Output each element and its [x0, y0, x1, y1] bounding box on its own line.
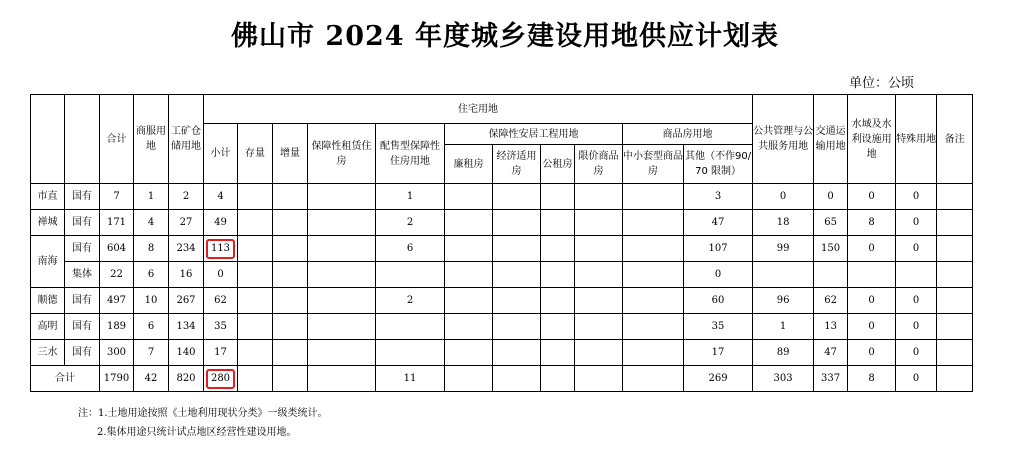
total-cell: 7: [100, 184, 134, 210]
public-mgmt-cell: 0: [753, 184, 814, 210]
price-limited-cell: [575, 236, 623, 262]
public-mgmt-cell: 96: [753, 288, 814, 314]
rental-cell: [308, 340, 376, 366]
stock-total-cell: [238, 366, 273, 392]
table-row: [31, 314, 973, 340]
district-cell: 市直: [31, 184, 65, 210]
industrial-cell: 140: [169, 340, 204, 366]
public-mgmt-cell: [753, 262, 814, 288]
table-row: [31, 340, 973, 366]
header-rental: 保障性租赁住房: [308, 124, 376, 184]
district-cell: 顺德: [31, 288, 65, 314]
industrial-cell: 134: [169, 314, 204, 340]
increment-total-cell: [273, 366, 308, 392]
increment-cell: [273, 184, 308, 210]
header-ownership: [65, 95, 100, 184]
commercial-total-cell: 42: [134, 366, 169, 392]
water-cell: 0: [848, 288, 896, 314]
table-row: [31, 262, 973, 288]
public-mgmt-total-cell: 303: [753, 366, 814, 392]
allocated-cell: [376, 262, 445, 288]
transport-cell: 150: [814, 236, 848, 262]
stock-cell: [238, 314, 273, 340]
small-medium-total-cell: [623, 366, 684, 392]
header-allocated: 配售型保障性住房用地: [376, 124, 445, 184]
commercial-cell: 6: [134, 262, 169, 288]
allocated-cell: 2: [376, 288, 445, 314]
commercial-cell: 7: [134, 340, 169, 366]
public-mgmt-cell: 1: [753, 314, 814, 340]
small-medium-cell: [623, 262, 684, 288]
industrial-cell: 234: [169, 236, 204, 262]
commercial-cell: 10: [134, 288, 169, 314]
district-cell: 禅城: [31, 210, 65, 236]
public-rent-cell: [541, 314, 575, 340]
allocated-total-cell: 11: [376, 366, 445, 392]
ownership-cell: 集体: [65, 262, 100, 288]
rental-cell: [308, 210, 376, 236]
total-cell: 300: [100, 340, 134, 366]
remarks-cell: [937, 210, 973, 236]
water-cell: 0: [848, 314, 896, 340]
remarks-total-cell: [937, 366, 973, 392]
water-cell: 0: [848, 340, 896, 366]
header-special: 特殊用地: [896, 95, 937, 184]
total-cell: 171: [100, 210, 134, 236]
total-total-cell: 1790: [100, 366, 134, 392]
subtotal-cell: 35: [204, 314, 238, 340]
public-rent-cell: [541, 236, 575, 262]
water-total-cell: 8: [848, 366, 896, 392]
public-mgmt-cell: 99: [753, 236, 814, 262]
district-cell: 高明: [31, 314, 65, 340]
header-commercial: 商服用地: [134, 95, 169, 184]
totals-row: [31, 366, 973, 392]
economic-cell: [493, 262, 541, 288]
rental-cell: [308, 288, 376, 314]
remarks-cell: [937, 340, 973, 366]
transport-cell: 0: [814, 184, 848, 210]
price-limited-cell: [575, 288, 623, 314]
lowrent-total-cell: [445, 366, 493, 392]
economic-cell: [493, 210, 541, 236]
remarks-cell: [937, 288, 973, 314]
subtotal-cell: 17: [204, 340, 238, 366]
special-cell: 0: [896, 236, 937, 262]
transport-cell: [814, 262, 848, 288]
other-cell: 107: [684, 236, 753, 262]
increment-cell: [273, 288, 308, 314]
lowrent-cell: [445, 210, 493, 236]
small-medium-cell: [623, 184, 684, 210]
transport-cell: 47: [814, 340, 848, 366]
total-cell: 22: [100, 262, 134, 288]
allocated-cell: 2: [376, 210, 445, 236]
increment-cell: [273, 262, 308, 288]
economic-cell: [493, 184, 541, 210]
transport-cell: 13: [814, 314, 848, 340]
water-cell: 8: [848, 210, 896, 236]
public-rent-cell: [541, 210, 575, 236]
other-cell: 17: [684, 340, 753, 366]
land-supply-table: [30, 94, 973, 392]
allocated-cell: 6: [376, 236, 445, 262]
stock-cell: [238, 288, 273, 314]
special-cell: 0: [896, 288, 937, 314]
unit-label: 单位：公顷: [848, 76, 914, 91]
header-industrial: 工矿仓储用地: [169, 95, 204, 184]
footnote-2: 2.集体用途只统计试点地区经营性建设用地。: [97, 427, 297, 438]
price-limited-cell: [575, 340, 623, 366]
stock-cell: [238, 340, 273, 366]
industrial-cell: 2: [169, 184, 204, 210]
small-medium-cell: [623, 288, 684, 314]
total-cell: 189: [100, 314, 134, 340]
header-price-limited: 限价商品房: [575, 145, 623, 184]
increment-cell: [273, 236, 308, 262]
header-public-rent: 公租房: [541, 145, 575, 184]
commercial-cell: 8: [134, 236, 169, 262]
header-affordable-group: 保障性安居工程用地: [445, 124, 623, 145]
remarks-cell: [937, 184, 973, 210]
table-row: [31, 184, 973, 210]
header-district: [31, 95, 65, 184]
subtotal-cell: 4: [204, 184, 238, 210]
lowrent-cell: [445, 184, 493, 210]
industrial-total-cell: 820: [169, 366, 204, 392]
ownership-cell: 国有: [65, 210, 100, 236]
ownership-cell: 国有: [65, 288, 100, 314]
special-cell: [896, 262, 937, 288]
price-limited-cell: [575, 262, 623, 288]
subtotal-cell: [204, 236, 238, 262]
industrial-cell: 27: [169, 210, 204, 236]
lowrent-cell: [445, 288, 493, 314]
allocated-cell: [376, 314, 445, 340]
lowrent-cell: [445, 236, 493, 262]
subtotal-cell: 62: [204, 288, 238, 314]
header-lowrent: 廉租房: [445, 145, 493, 184]
special-cell: 0: [896, 184, 937, 210]
subtotal-cell: 0: [204, 262, 238, 288]
price-limited-cell: [575, 210, 623, 236]
table-body: [31, 184, 973, 392]
remarks-cell: [937, 262, 973, 288]
water-cell: 0: [848, 184, 896, 210]
economic-cell: [493, 236, 541, 262]
other-cell: 3: [684, 184, 753, 210]
highlight-box: 113: [206, 239, 235, 259]
allocated-cell: 1: [376, 184, 445, 210]
price-limited-cell: [575, 184, 623, 210]
other-cell: 60: [684, 288, 753, 314]
header-stock: 存量: [238, 124, 273, 184]
footnote-1: 注：1.土地用途按照《土地利用现状分类》一级类统计。: [78, 408, 328, 419]
increment-cell: [273, 210, 308, 236]
ownership-cell: 国有: [65, 184, 100, 210]
public-rent-total-cell: [541, 366, 575, 392]
rental-cell: [308, 184, 376, 210]
allocated-cell: [376, 340, 445, 366]
page-title: 佛山市 2024 年度城乡建设用地供应计划表: [231, 21, 779, 52]
table-row: [31, 236, 973, 262]
commercial-cell: 1: [134, 184, 169, 210]
ownership-cell: 国有: [65, 340, 100, 366]
remarks-cell: [937, 314, 973, 340]
other-cell: 35: [684, 314, 753, 340]
subtotal-total-cell: [204, 366, 238, 392]
header-transport: 交通运输用地: [814, 95, 848, 184]
small-medium-cell: [623, 340, 684, 366]
district-cell: 南海: [31, 236, 65, 288]
transport-cell: 62: [814, 288, 848, 314]
special-total-cell: 0: [896, 366, 937, 392]
header-subtotal: 小计: [204, 124, 238, 184]
header-remarks: 备注: [937, 95, 973, 184]
totals-label: 合计: [31, 366, 100, 392]
price-limited-cell: [575, 314, 623, 340]
highlight-box: 280: [206, 369, 235, 389]
header-row-1: [31, 95, 973, 124]
header-small-medium: 中小套型商品房: [623, 145, 684, 184]
commercial-cell: 4: [134, 210, 169, 236]
other-cell: 47: [684, 210, 753, 236]
district-cell: 三水: [31, 340, 65, 366]
rental-cell: [308, 236, 376, 262]
table-row: [31, 288, 973, 314]
public-rent-cell: [541, 262, 575, 288]
header-residential: 住宅用地: [204, 95, 753, 124]
stock-cell: [238, 262, 273, 288]
small-medium-cell: [623, 236, 684, 262]
table-row: [31, 210, 973, 236]
small-medium-cell: [623, 210, 684, 236]
special-cell: 0: [896, 340, 937, 366]
header-commodity-group: 商品房用地: [623, 124, 753, 145]
rental-cell: [308, 262, 376, 288]
rental-cell: [308, 314, 376, 340]
ownership-cell: 国有: [65, 314, 100, 340]
total-cell: 604: [100, 236, 134, 262]
industrial-cell: 16: [169, 262, 204, 288]
lowrent-cell: [445, 262, 493, 288]
small-medium-cell: [623, 314, 684, 340]
public-mgmt-cell: 89: [753, 340, 814, 366]
header-other: 其他（不作90/70 限制）: [684, 145, 753, 184]
economic-total-cell: [493, 366, 541, 392]
footnotes: [78, 404, 328, 442]
header-increment: 增量: [273, 124, 308, 184]
stock-cell: [238, 210, 273, 236]
special-cell: 0: [896, 314, 937, 340]
other-cell: 0: [684, 262, 753, 288]
transport-cell: 65: [814, 210, 848, 236]
economic-cell: [493, 288, 541, 314]
header-economic: 经济适用房: [493, 145, 541, 184]
lowrent-cell: [445, 340, 493, 366]
remarks-cell: [937, 236, 973, 262]
transport-total-cell: 337: [814, 366, 848, 392]
header-public-mgmt: 公共管理与公共服务用地: [753, 95, 814, 184]
ownership-cell: 国有: [65, 236, 100, 262]
lowrent-cell: [445, 314, 493, 340]
economic-cell: [493, 314, 541, 340]
subtotal-cell: 49: [204, 210, 238, 236]
rental-total-cell: [308, 366, 376, 392]
increment-cell: [273, 314, 308, 340]
price-limited-total-cell: [575, 366, 623, 392]
increment-cell: [273, 340, 308, 366]
header-water: 水域及水利设施用地: [848, 95, 896, 184]
public-mgmt-cell: 18: [753, 210, 814, 236]
header-total: 合计: [100, 95, 134, 184]
industrial-cell: 267: [169, 288, 204, 314]
public-rent-cell: [541, 184, 575, 210]
special-cell: 0: [896, 210, 937, 236]
water-cell: 0: [848, 236, 896, 262]
total-cell: 497: [100, 288, 134, 314]
public-rent-cell: [541, 288, 575, 314]
commercial-cell: 6: [134, 314, 169, 340]
stock-cell: [238, 184, 273, 210]
economic-cell: [493, 340, 541, 366]
other-total-cell: 269: [684, 366, 753, 392]
stock-cell: [238, 236, 273, 262]
water-cell: [848, 262, 896, 288]
public-rent-cell: [541, 340, 575, 366]
